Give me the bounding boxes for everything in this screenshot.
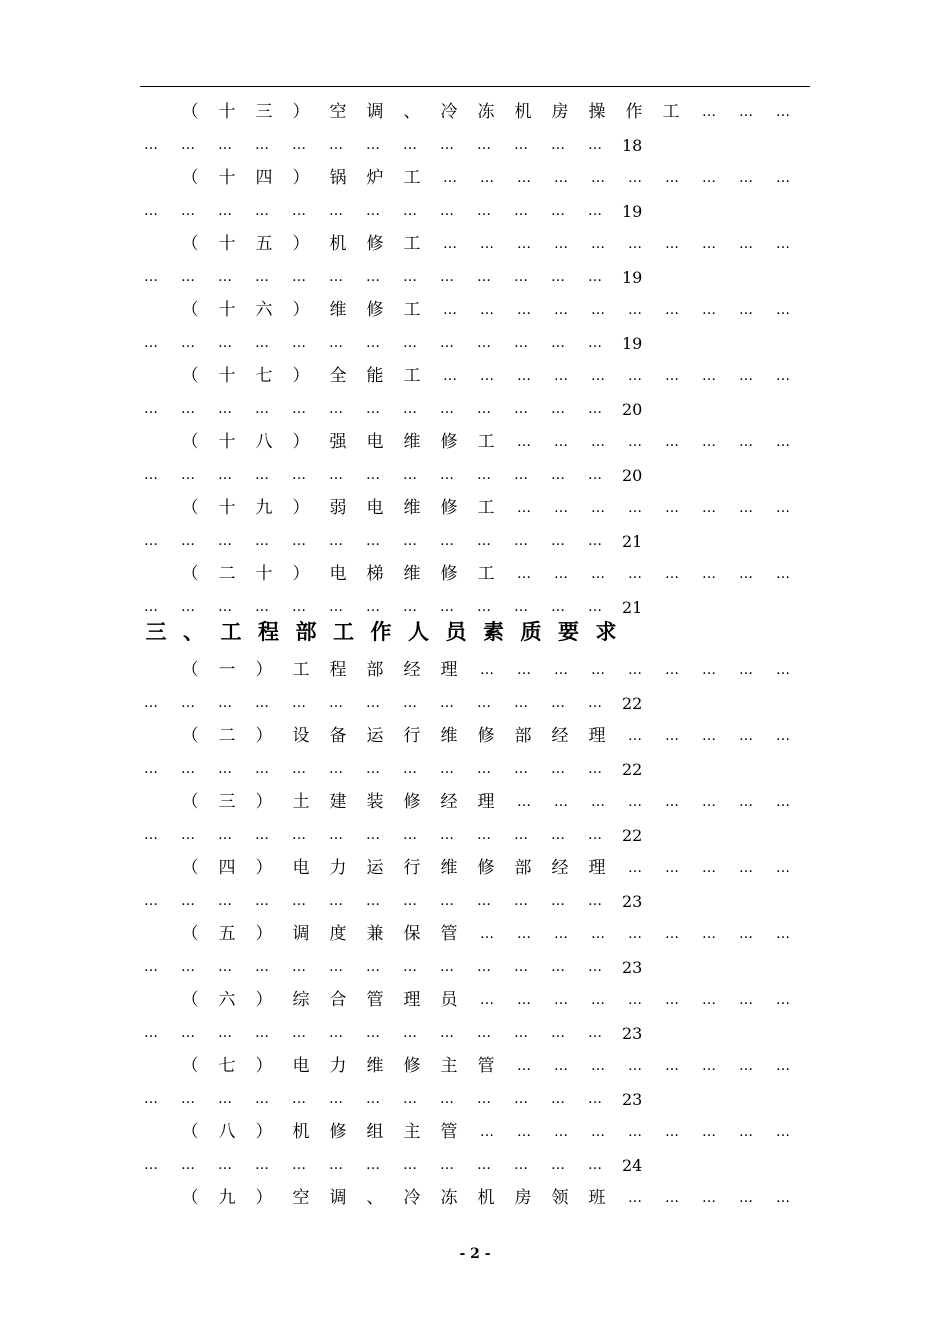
toc-entry-leader: … … … … … … … … … … … … … 20 — [0, 397, 950, 421]
toc-page-number: 19 — [622, 268, 643, 287]
toc-page-number: 18 — [622, 136, 643, 155]
toc-entry-title[interactable]: （ 九 ） 空 调 、 冷 冻 机 房 领 班 … … … … … — [181, 1188, 788, 1208]
toc-page-number: 22 — [622, 826, 643, 845]
toc-entry-leader: … … … … … … … … … … … … … 19 — [0, 265, 950, 289]
toc-entry-leader: … … … … … … … … … … … … … 23 — [0, 955, 950, 979]
toc-page-number: 23 — [622, 892, 643, 911]
toc-page-number: 22 — [622, 694, 643, 713]
toc-entry-title[interactable]: （ 十 九 ） 弱 电 维 修 工 … … … … … … … … — [181, 498, 788, 518]
toc-entry-title[interactable]: （ 二 ） 设 备 运 行 维 修 部 经 理 … … … … … — [181, 726, 788, 746]
page-number: - 2 - — [459, 1246, 491, 1262]
toc-page-number: 24 — [622, 1156, 643, 1175]
toc-entry-title[interactable]: （ 一 ） 工 程 部 经 理 … … … … … … … … … — [181, 660, 788, 680]
toc-entry-leader: … … … … … … … … … … … … … 22 — [0, 691, 950, 715]
toc-page-number: 22 — [622, 760, 643, 779]
toc-page-number: 20 — [622, 466, 643, 485]
toc-entry-leader: … … … … … … … … … … … … … 21 — [0, 595, 950, 619]
toc-entry-title[interactable]: （ 二 十 ） 电 梯 维 修 工 … … … … … … … … — [181, 564, 788, 584]
toc-entry-title[interactable]: （ 五 ） 调 度 兼 保 管 … … … … … … … … … — [181, 924, 788, 944]
toc-page-number: 19 — [622, 202, 643, 221]
toc-entry-leader: … … … … … … … … … … … … … 22 — [0, 757, 950, 781]
toc-page-number: 21 — [622, 532, 643, 551]
toc-page-number: 19 — [622, 334, 643, 353]
toc-entry-title[interactable]: （ 十 八 ） 强 电 维 修 工 … … … … … … … … — [181, 432, 788, 452]
toc-entry-title[interactable]: （ 十 五 ） 机 修 工 … … … … … … … … … … — [181, 234, 788, 254]
toc-entry-leader: … … … … … … … … … … … … … 23 — [0, 1087, 950, 1111]
toc-entry-title[interactable]: （ 十 六 ） 维 修 工 … … … … … … … … … … — [181, 300, 788, 320]
toc-entry-leader: … … … … … … … … … … … … … 20 — [0, 463, 950, 487]
toc-page-number: 20 — [622, 400, 643, 419]
toc-entry-title[interactable]: （ 十 七 ） 全 能 工 … … … … … … … … … … — [181, 366, 788, 386]
toc-entry-leader: … … … … … … … … … … … … … 19 — [0, 199, 950, 223]
section-heading: 三 、 工 程 部 工 作 人 员 素 质 要 求 — [145, 619, 617, 644]
toc-page-number: 23 — [622, 958, 643, 977]
toc-page-number: 23 — [622, 1024, 643, 1043]
toc-page-number: 23 — [622, 1090, 643, 1109]
toc-entry-leader: … … … … … … … … … … … … … 23 — [0, 1021, 950, 1045]
toc-entry-title[interactable]: （ 六 ） 综 合 管 理 员 … … … … … … … … … — [181, 990, 788, 1010]
toc-entry-title[interactable]: （ 十 三 ） 空 调 、 冷 冻 机 房 操 作 工 … … … — [181, 102, 788, 122]
toc-entry-title[interactable]: （ 八 ） 机 修 组 主 管 … … … … … … … … … — [181, 1122, 788, 1142]
toc-entry-leader: … … … … … … … … … … … … … 23 — [0, 889, 950, 913]
toc-entry-title[interactable]: （ 七 ） 电 力 维 修 主 管 … … … … … … … … — [181, 1056, 788, 1076]
toc-entry-title[interactable]: （ 四 ） 电 力 运 行 维 修 部 经 理 … … … … … — [181, 858, 788, 878]
toc-entry-leader: … … … … … … … … … … … … … 24 — [0, 1153, 950, 1177]
toc-page-number: 21 — [622, 598, 643, 617]
toc-entry-leader: … … … … … … … … … … … … … 22 — [0, 823, 950, 847]
toc-entry-title[interactable]: （ 十 四 ） 锅 炉 工 … … … … … … … … … … — [181, 168, 788, 188]
toc-entry-leader: … … … … … … … … … … … … … 21 — [0, 529, 950, 553]
toc-entry-leader: … … … … … … … … … … … … … 18 — [0, 133, 950, 157]
toc-entry-title[interactable]: （ 三 ） 土 建 装 修 经 理 … … … … … … … … — [181, 792, 788, 812]
toc-entry-leader: … … … … … … … … … … … … … 19 — [0, 331, 950, 355]
